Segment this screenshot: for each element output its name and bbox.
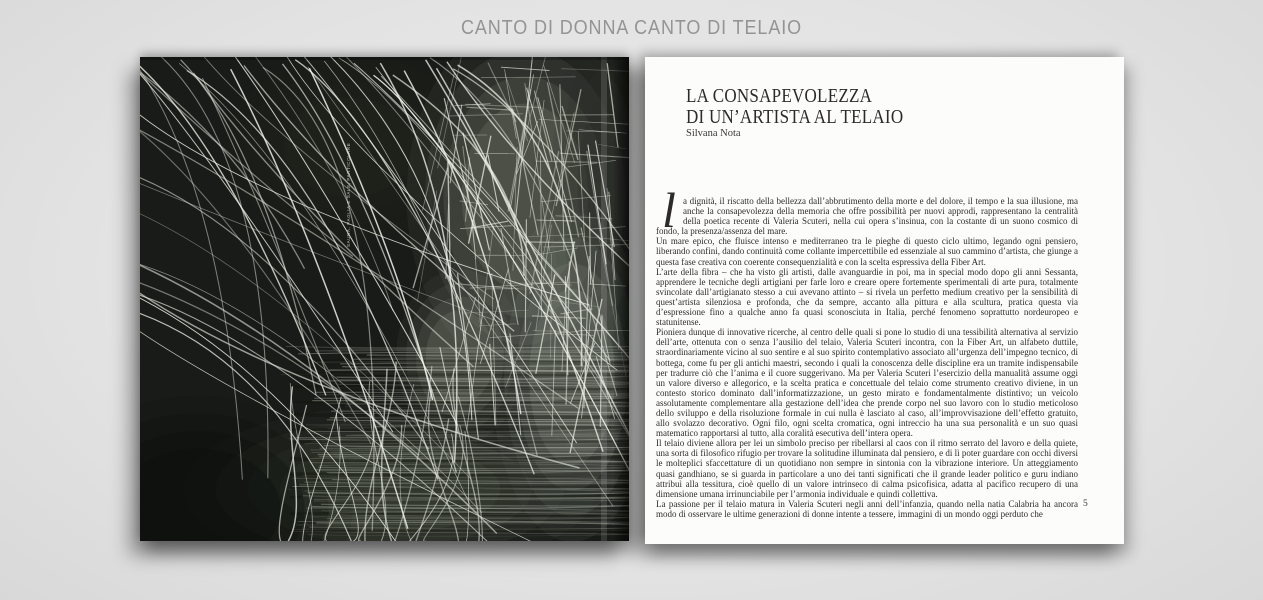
article-body [656, 182, 1078, 519]
right-page [645, 57, 1124, 544]
article-title-line2: DI UN’ARTISTA AL TELAIO [686, 105, 904, 128]
left-page [140, 57, 629, 541]
article-paragraph: Pioniera dunque di innovative ricerche, al centro delle quali si pone lo studio di una tessibilità alternativa al servizio dell’arte, ottenuta con o senza l’ausilio del telaio, Valeria Scuteri incontra, con la Fiber Art, un alfabeto duttile, straordinariamente vicino al suo sentire e al suo spirito contemplativo associato all’urgenza dell’impegno tecnico, di bottega, come fu per gli antichi maestri, secondo i quali la conoscenza delle discipline era un tramite indispensabile per tradurre ciò che l’anima e il cuore suggerivano. Ma per Valeria Scuteri l’esercizio della manualità assume oggi un valore diverso e allegorico, e la scelta pratica e concettuale del telaio come strumento creativo diviene, in un contesto storico dominato dall’informatizzazione, un gesto mirato e fondamentalmente distintivo; un veicolo assolutamente complementare alla gestazione dell’idea che prende corpo nel suo lavoro con lo studio meticoloso dello sviluppo e della risoluzione formale in cui nulla è lasciato al caso, all’improvvisazione dell’effetto gratuito, allo svolazzo decorativo. Ogni filo, ogni scelta cromatica, ogni intreccio ha una sua personalità e un suo quasi matematico rapportarsi al tutto, alla coralità esecutiva dell’intera opera. [656, 327, 1078, 439]
article-title-line1: LA CONSAPEVOLEZZA [686, 85, 873, 107]
article-paragraph: Un mare epico, che fluisce intenso e mediterraneo tra le pieghe di questo ciclo ultimo, legando ogni pensiero, liberando confini, dando continuità come collante impercettibile ed essenziale al suo cammino d’artista, che giunge a questa fase creativa con coerente consequenzialità e con la scelta espressiva della Fiber Art. [656, 236, 1078, 267]
article-paragraph: L’arte della fibra – che ha visto gli artisti, dalle avanguardie in poi, ma in special modo dopo gli anni Sessanta, apprendere le tecniche degli artigiani per farle loro e creare opere fortemente sperimentali di arte pura, totalmente svincolate dall’artigianato stesso a cui avevano attinto – si rivela un perfetto medium creativo per la sensibilità di quest’artista silenziosa e profonda, che da sempre, accanto alla pittura e alla scultura, pratica questa via d’espressione fino a qualche anno fa quasi sconosciuta in Italia, perché fenomeno soprattutto nordeuropeo e statunitense. [656, 266, 1078, 328]
artwork-caption: SAURA, PAGLIA E SALE, PARTICOLARE [346, 142, 351, 247]
page-number: 5 [1083, 499, 1088, 509]
article-paragraph [656, 182, 1078, 238]
article-title [686, 86, 903, 127]
paragraph-text: a dignità, il riscatto della bellezza dall’abbrutimento della morte e del dolore, il tempo e la sua illusione, ma anche la consapevolezza della memoria che offre possibilità per nuovi approdi, rappresentano la centralità della poetica recente di Valeria Scuteri, nella cui opera s’insinua, con la costante di un suono cosmico di fondo, la presenza/assenza del mare. [656, 196, 1078, 237]
spread-title: CANTO DI DONNA CANTO DI TELAIO [460, 17, 803, 39]
artwork-image [140, 57, 629, 541]
article-author: Silvana Nota [686, 128, 741, 139]
article-paragraph: La passione per il telaio matura in Valeria Scuteri negli anni dell’infanzia, quando nella natia Calabria ha ancora modo di osservare le ultime generazioni di donne intente a tessere, immagini di un mondo oggi perduto che [656, 498, 1078, 519]
article-paragraph: Il telaio diviene allora per lei un simbolo preciso per ribellarsi al caos con il ritmo serrato del lavoro e della quiete, una sorta di filosofico rifugio per trovare la solitudine illuminata dal pensiero, e di lì poter guardare con occhi diversi le molteplici sfaccettature di un quotidiano non sempre in sintonia con la vibrazione interiore. Un atteggiamento quasi gandhiano, se si guarda in particolare a uno dei tanti significati che il grande leader politico e guru indiano attribuì alla tessitura, cioè quello di un valore intrinseco di calma psicofisica, adatta al pacifico recupero di una dimensione umana irrinunciabile per l’armonia individuale e quindi collettiva. [656, 438, 1078, 499]
drop-cap: l [662, 182, 676, 238]
